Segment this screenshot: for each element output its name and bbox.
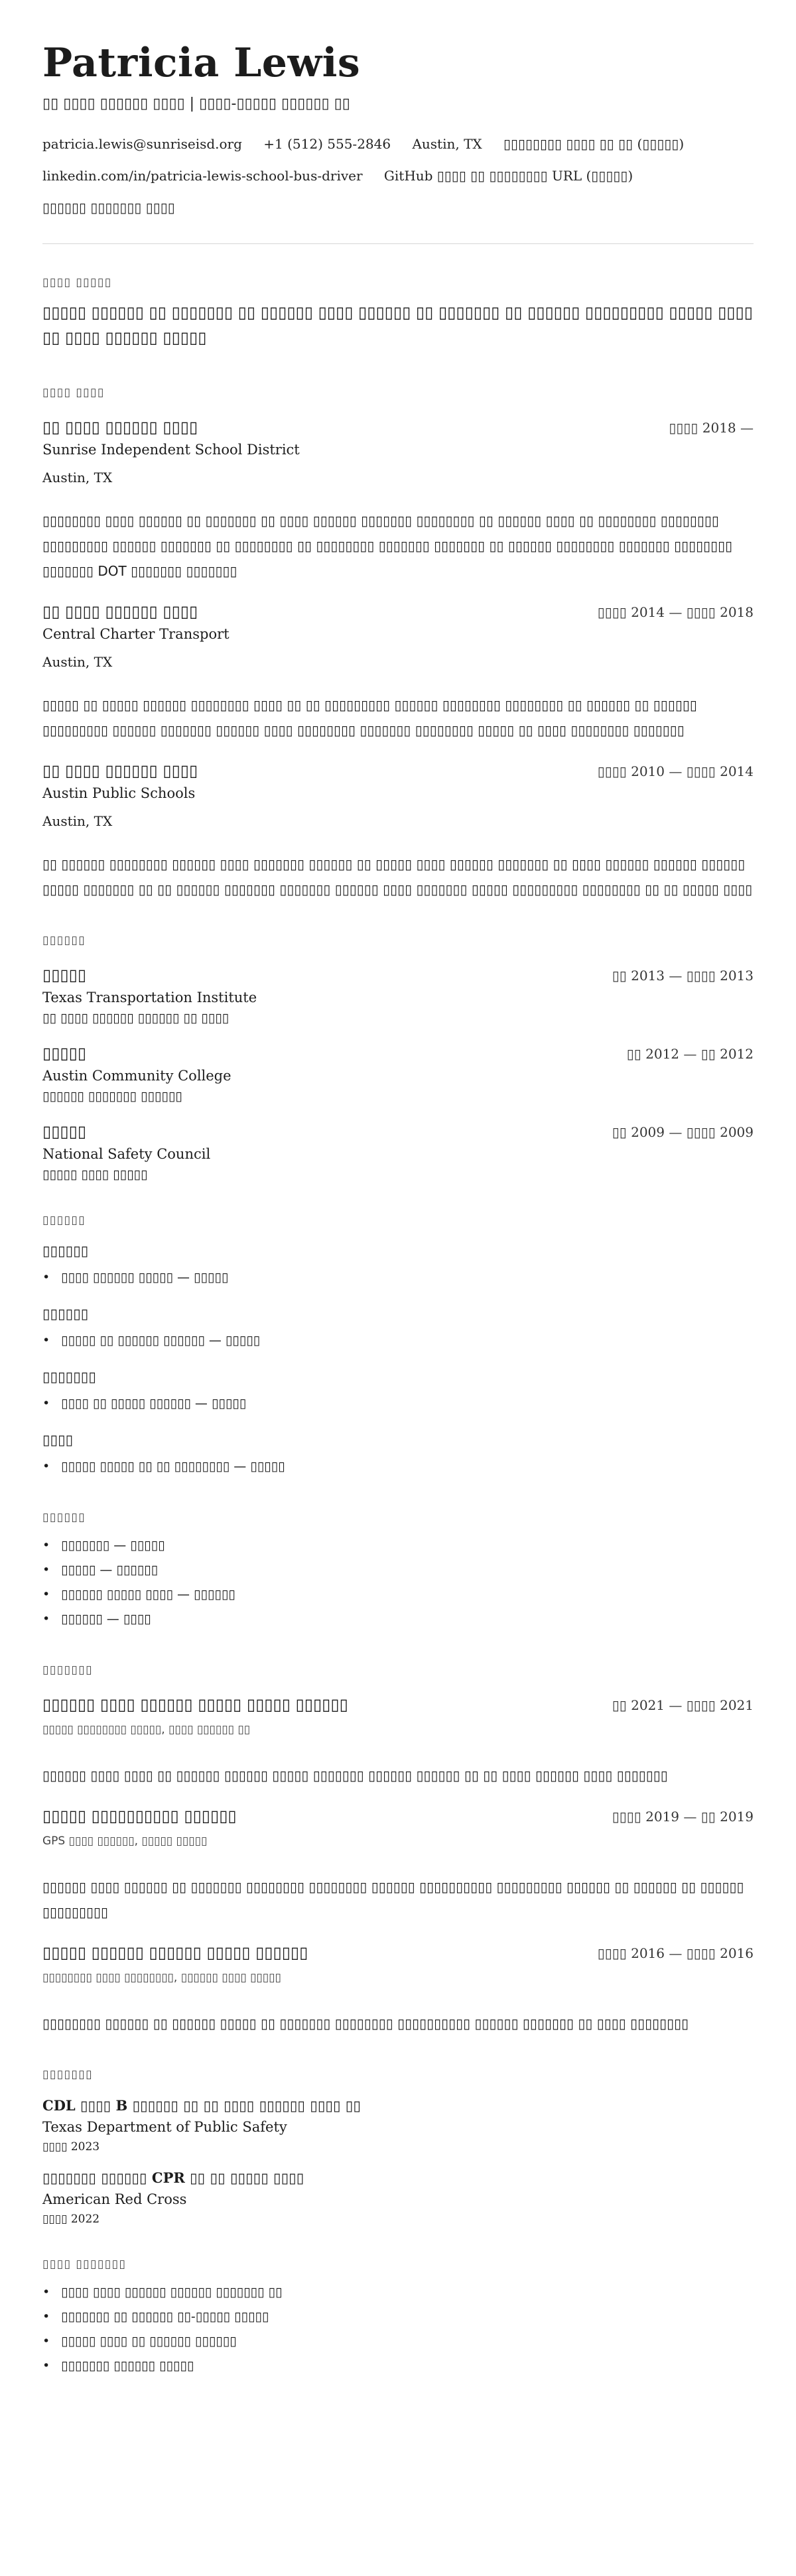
certification-item: [42, 2097, 754, 2154]
interests-list: [42, 2280, 754, 2378]
resume-page: [42, 0, 754, 2378]
interest-item: • ▯▯▯▯▯▯▯ ▯▯ ▯▯▯▯▯▯ ▯▯-▯▯▯▯▯ ▯▯▯▯▯: [42, 2305, 754, 2329]
education-item: [42, 1122, 754, 1182]
project-description: ▯▯▯▯▯▯ ▯▯▯▯ ▯▯▯▯▯▯ ▯▯ ▯▯▯▯▯▯▯ ▯▯▯▯▯▯▯▯ ▯▯▯▯▯▯▯▯ ▯▯▯▯▯▯ ▯▯▯▯▯▯▯▯▯▯ ▯▯▯▯▯▯▯▯▯ ▯▯▯▯▯▯ ▯▯ ▯▯▯▯▯▯ ▯▯ ▯▯▯▯▯▯ ▯▯▯▯▯▯▯▯▯: [42, 1879, 744, 1920]
language-item: • ▯▯▯▯▯ — ▯▯▯▯▯▯: [42, 1558, 754, 1582]
job-location: Austin, TX: [42, 813, 113, 829]
degree: ▯▯▯▯▯: [42, 1044, 87, 1063]
phone-text: +1 (512) 555-2846: [263, 136, 391, 152]
education-dates: ▯▯ 2009 — ▯▯▯▯ 2009: [612, 1124, 754, 1140]
school-name: Austin Community College: [42, 1068, 232, 1084]
project-name: ▯▯▯▯▯▯ ▯▯▯▯ ▯▯▯▯▯▯ ▯▯▯▯▯ ▯▯▯▯▯ ▯▯▯▯▯▯: [42, 1695, 348, 1714]
email-link[interactable]: patricia.lewis@sunriseisd.org: [42, 136, 242, 152]
project-dates: ▯▯▯▯ 2019 — ▯▯ 2019: [612, 1809, 754, 1825]
job-location: Austin, TX: [42, 654, 113, 670]
school-name: National Safety Council: [42, 1146, 211, 1162]
skill-group: [42, 1369, 754, 1416]
skills-heading: ▯▯▯▯▯▯: [42, 1214, 86, 1227]
project-item: [42, 1695, 754, 1788]
job-dates: ▯▯▯▯ 2010 — ▯▯▯▯ 2014: [597, 763, 754, 779]
skill-group: [42, 1243, 754, 1290]
project-tech: GPS ▯▯▯▯ ▯▯▯▯▯▯, ▯▯▯▯▯ ▯▯▯▯▯: [42, 1835, 208, 1848]
certification-item: [42, 2169, 754, 2226]
certification-date: ▯▯▯▯ 2023: [42, 2140, 100, 2154]
job-dates: ▯▯▯▯ 2014 — ▯▯▯▯ 2018: [597, 604, 754, 620]
interest-item: • ▯▯▯▯ ▯▯▯▯ ▯▯▯▯▯▯ ▯▯▯▯▯▯ ▯▯▯▯▯▯▯ ▯▯: [42, 2280, 754, 2305]
education-item: [42, 966, 754, 1025]
candidate-name: Patricia Lewis: [42, 40, 361, 86]
project-description: ▯▯▯▯▯▯ ▯▯▯▯ ▯▯▯▯ ▯▯ ▯▯▯▯▯▯ ▯▯▯▯▯▯ ▯▯▯▯▯ ▯▯▯▯▯▯▯ ▯▯▯▯▯▯ ▯▯▯▯▯▯ ▯▯ ▯▯ ▯▯▯▯ ▯▯▯▯▯▯ ▯▯▯▯ ▯▯▯▯▯▯▯: [42, 1768, 668, 1783]
job-title: ▯▯ ▯▯▯▯ ▯▯▯▯▯▯ ▯▯▯▯: [42, 418, 198, 436]
project-description: ▯▯▯▯▯▯▯▯ ▯▯▯▯▯▯ ▯▯ ▯▯▯▯▯▯ ▯▯▯▯▯ ▯▯ ▯▯▯▯▯▯▯ ▯▯▯▯▯▯▯▯ ▯▯▯▯▯▯▯▯▯▯ ▯▯▯▯▯▯ ▯▯▯▯▯▯▯ ▯▯ ▯▯▯▯ ▯▯▯▯▯▯▯▯: [42, 2016, 689, 2031]
linkedin-link[interactable]: linkedin.com/in/patricia-lewis-school-bus-driver: [42, 168, 363, 184]
languages-list: [42, 1533, 754, 1632]
skill-group: [42, 1432, 754, 1479]
interests-heading: ▯▯▯▯ ▯▯▯▯▯▯▯: [42, 2258, 127, 2271]
school-name: Texas Transportation Institute: [42, 990, 257, 1005]
contact-info: [42, 128, 754, 224]
summary-text: ▯▯▯▯▯ ▯▯▯▯▯▯ ▯▯ ▯▯▯▯▯▯▯ ▯▯ ▯▯▯▯▯▯ ▯▯▯▯ ▯▯▯▯▯▯ ▯▯ ▯▯▯▯▯▯▯ ▯▯ ▯▯▯▯▯▯ ▯▯▯▯▯▯▯▯▯ ▯▯▯▯▯ ▯▯▯▯ ▯▯ ▯▯▯▯ ▯▯▯▯▯▯ ▯▯▯▯▯: [42, 303, 753, 347]
experience-item: [42, 602, 754, 743]
skill-item: • ▯▯▯▯▯ ▯▯▯▯▯ ▯▯ ▯▯ ▯▯▯▯▯▯▯▯ — ▯▯▯▯▯: [42, 1454, 754, 1479]
degree: ▯▯▯▯▯: [42, 1122, 87, 1141]
interest-item: • ▯▯▯▯▯ ▯▯▯▯ ▯▯ ▯▯▯▯▯▯ ▯▯▯▯▯▯: [42, 2329, 754, 2354]
header-divider: [42, 243, 754, 244]
project-item: [42, 1807, 754, 1925]
experience-heading: ▯▯▯▯ ▯▯▯▯: [42, 386, 105, 399]
education-item: [42, 1044, 754, 1104]
skill-group-name: ▯▯▯▯▯▯: [42, 1306, 89, 1322]
projects-heading: ▯▯▯▯▯▯▯: [42, 1663, 93, 1677]
experience-item: [42, 418, 754, 584]
project-name: ▯▯▯▯▯ ▯▯▯▯▯▯ ▯▯▯▯▯▯ ▯▯▯▯▯ ▯▯▯▯▯▯: [42, 1943, 308, 1962]
certification-name: ▯▯▯▯▯▯▯ ▯▯▯▯▯▯ CPR ▯▯ ▯▯ ▯▯▯▯▯ ▯▯▯▯: [42, 2169, 304, 2186]
employer: Austin Public Schools: [42, 785, 196, 801]
contact-extra: ▯▯▯▯▯▯ ▯▯▯▯▯▯▯ ▯▯▯▯: [42, 200, 175, 216]
job-description: ▯▯▯▯▯▯▯▯ ▯▯▯▯ ▯▯▯▯▯▯ ▯▯ ▯▯▯▯▯▯▯ ▯▯ ▯▯▯▯ ▯▯▯▯▯▯ ▯▯▯▯▯▯▯ ▯▯▯▯▯▯▯▯ ▯▯ ▯▯▯▯▯▯ ▯▯▯▯ ▯▯ ▯▯▯▯▯▯▯▯ ▯▯▯▯▯▯▯▯ ▯▯▯▯▯▯▯▯▯ ▯▯▯▯▯▯ ▯▯▯▯▯▯▯ ▯▯ ▯▯▯▯▯▯▯▯ ▯▯ ▯▯▯▯▯▯▯▯ ▯▯▯▯▯▯▯ ▯▯▯▯▯▯▯ ▯▯ ▯▯▯▯▯▯ ▯▯▯▯▯▯▯▯ ▯▯▯▯▯▯▯ ▯▯▯▯▯▯▯▯ ▯▯▯▯▯▯▯ DOT ▯▯▯▯▯▯▯ ▯▯▯▯▯▯▯: [42, 513, 733, 579]
employer: Central Charter Transport: [42, 626, 230, 642]
employer: Sunrise Independent School District: [42, 442, 300, 458]
project-tech: ▯▯▯▯▯▯▯▯ ▯▯▯▯ ▯▯▯▯▯▯▯▯, ▯▯▯▯▯▯ ▯▯▯▯ ▯▯▯▯▯: [42, 1971, 281, 1984]
project-tech: ▯▯▯▯▯ ▯▯▯▯▯▯▯▯ ▯▯▯▯▯, ▯▯▯▯ ▯▯▯▯▯▯ ▯▯: [42, 1723, 251, 1736]
job-description: ▯▯▯▯▯ ▯▯ ▯▯▯▯▯ ▯▯▯▯▯▯ ▯▯▯▯▯▯▯▯ ▯▯▯▯ ▯▯ ▯▯ ▯▯▯▯▯▯▯▯▯ ▯▯▯▯▯▯ ▯▯▯▯▯▯▯▯ ▯▯▯▯▯▯▯▯ ▯▯ ▯▯▯▯▯▯ ▯▯ ▯▯▯▯▯▯ ▯▯▯▯▯▯▯▯▯ ▯▯▯▯▯▯ ▯▯▯▯▯▯▯ ▯▯▯▯▯▯ ▯▯▯▯ ▯▯▯▯▯▯▯▯ ▯▯▯▯▯▯▯ ▯▯▯▯▯▯▯▯ ▯▯▯▯▯ ▯▯ ▯▯▯▯ ▯▯▯▯▯▯▯▯ ▯▯▯▯▯▯▯: [42, 697, 697, 738]
skill-group-name: ▯▯▯▯▯▯: [42, 1243, 89, 1259]
job-dates: ▯▯▯▯ 2018 —: [669, 420, 754, 436]
languages-heading: ▯▯▯▯▯▯: [42, 1511, 86, 1524]
project-dates: ▯▯▯▯ 2016 — ▯▯▯▯ 2016: [597, 1945, 754, 1961]
interest-item: • ▯▯▯▯▯▯▯ ▯▯▯▯▯▯ ▯▯▯▯▯: [42, 2354, 754, 2378]
skill-group-name: ▯▯▯▯: [42, 1432, 74, 1448]
job-title: ▯▯ ▯▯▯▯ ▯▯▯▯▯▯ ▯▯▯▯: [42, 761, 198, 780]
skill-group: [42, 1306, 754, 1353]
field-of-study: ▯▯▯▯▯▯ ▯▯▯▯▯▯▯ ▯▯▯▯▯▯: [42, 1089, 182, 1104]
location-text: Austin, TX: [412, 136, 482, 152]
skill-group-name: ▯▯▯▯▯▯▯: [42, 1369, 96, 1385]
certification-issuer: Texas Department of Public Safety: [42, 2119, 287, 2135]
experience-item: [42, 761, 754, 902]
certification-name: CDL ▯▯▯▯ B ▯▯▯▯▯▯ ▯▯ ▯▯ ▯▯▯▯ ▯▯▯▯▯▯ ▯▯▯▯ ▯▯: [42, 2097, 361, 2114]
certification-date: ▯▯▯▯ 2022: [42, 2213, 100, 2226]
language-item: • ▯▯▯▯▯▯ — ▯▯▯▯: [42, 1607, 754, 1632]
skill-item: • ▯▯▯▯ ▯▯▯▯▯▯ ▯▯▯▯▯ — ▯▯▯▯▯: [42, 1265, 754, 1290]
job-title: ▯▯ ▯▯▯▯ ▯▯▯▯▯▯ ▯▯▯▯: [42, 602, 198, 621]
certifications-heading: ▯▯▯▯▯▯▯: [42, 2068, 93, 2081]
job-description: ▯▯ ▯▯▯▯▯▯ ▯▯▯▯▯▯▯▯ ▯▯▯▯▯▯ ▯▯▯▯ ▯▯▯▯▯▯▯ ▯▯▯▯▯▯ ▯▯ ▯▯▯▯▯ ▯▯▯▯ ▯▯▯▯▯▯ ▯▯▯▯▯▯▯ ▯▯ ▯▯▯▯ ▯▯▯▯▯▯ ▯▯▯▯▯▯ ▯▯▯▯▯▯ ▯▯▯▯▯ ▯▯▯▯▯▯▯ ▯▯ ▯▯ ▯▯▯▯▯▯ ▯▯▯▯▯▯▯ ▯▯▯▯▯▯▯ ▯▯▯▯▯▯ ▯▯▯▯ ▯▯▯▯▯▯▯ ▯▯▯▯▯ ▯▯▯▯▯▯▯▯▯ ▯▯▯▯▯▯▯▯ ▯▯ ▯▯ ▯▯▯▯▯ ▯▯▯▯: [42, 856, 753, 897]
job-location: Austin, TX: [42, 470, 113, 485]
headline: ▯▯ ▯▯▯▯ ▯▯▯▯▯▯ ▯▯▯▯ | ▯▯▯▯-▯▯▯▯▯ ▯▯▯▯▯▯ ▯▯: [42, 96, 350, 112]
summary-heading: ▯▯▯▯ ▯▯▯▯▯: [42, 276, 112, 289]
education-heading: ▯▯▯▯▯▯: [42, 934, 86, 947]
education-dates: ▯▯ 2013 — ▯▯▯▯ 2013: [612, 968, 754, 984]
field-of-study: ▯▯ ▯▯▯▯ ▯▯▯▯▯▯ ▯▯▯▯▯▯ ▯▯ ▯▯▯▯: [42, 1011, 230, 1025]
github-link[interactable]: GitHub ▯▯▯▯ ▯▯ ▯▯▯▯▯▯▯▯ URL (▯▯▯▯▯): [383, 168, 633, 184]
skill-item: • ▯▯▯▯▯ ▯▯ ▯▯▯▯▯▯ ▯▯▯▯▯▯ — ▯▯▯▯▯: [42, 1328, 754, 1353]
website-link[interactable]: ▯▯▯▯▯▯▯▯ ▯▯▯▯ ▯▯ ▯▯ (▯▯▯▯▯): [503, 136, 685, 152]
field-of-study: ▯▯▯▯▯ ▯▯▯▯ ▯▯▯▯▯: [42, 1167, 148, 1182]
certification-issuer: American Red Cross: [42, 2191, 187, 2207]
language-item: • ▯▯▯▯▯▯ ▯▯▯▯▯ ▯▯▯▯ — ▯▯▯▯▯▯: [42, 1582, 754, 1607]
language-item: • ▯▯▯▯▯▯▯ — ▯▯▯▯▯: [42, 1533, 754, 1558]
project-dates: ▯▯ 2021 — ▯▯▯▯ 2021: [612, 1697, 754, 1713]
education-dates: ▯▯ 2012 — ▯▯ 2012: [626, 1046, 754, 1062]
skill-item: • ▯▯▯▯ ▯▯ ▯▯▯▯▯ ▯▯▯▯▯▯ — ▯▯▯▯▯: [42, 1391, 754, 1416]
degree: ▯▯▯▯▯: [42, 966, 87, 984]
project-item: [42, 1943, 754, 2036]
project-name: ▯▯▯▯▯ ▯▯▯▯▯▯▯▯▯▯ ▯▯▯▯▯▯: [42, 1807, 237, 1825]
